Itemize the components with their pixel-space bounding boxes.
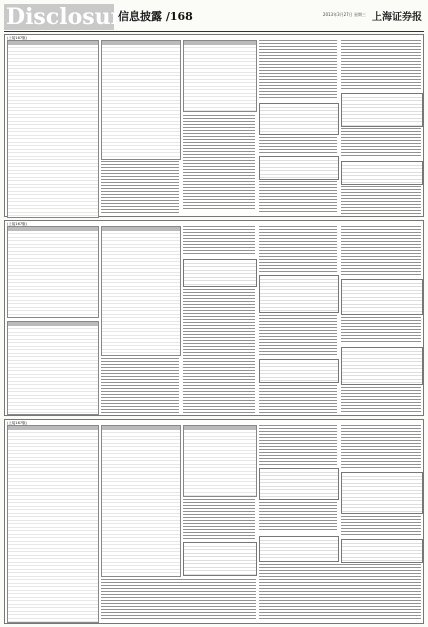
stock-table bbox=[101, 40, 181, 160]
data-table bbox=[341, 347, 423, 385]
band-title: (上接167版) bbox=[7, 36, 27, 40]
newspaper-name: 上海证券报 bbox=[372, 12, 422, 23]
notice-text bbox=[341, 226, 421, 276]
notice-text bbox=[259, 40, 337, 100]
stock-table bbox=[101, 226, 181, 356]
notice-text bbox=[341, 425, 421, 469]
stock-table bbox=[7, 321, 99, 415]
notice-text bbox=[259, 137, 337, 153]
notice-text bbox=[259, 564, 421, 621]
notice-text bbox=[341, 387, 421, 413]
notice-text bbox=[101, 579, 256, 621]
stock-table bbox=[7, 226, 99, 318]
band-title: (上接167版) bbox=[7, 421, 27, 425]
data-table bbox=[341, 472, 423, 514]
data-table bbox=[183, 259, 257, 287]
data-table bbox=[341, 279, 423, 315]
stock-table bbox=[7, 40, 99, 218]
notice-text bbox=[183, 289, 255, 413]
data-table bbox=[259, 468, 339, 500]
issue-date: 2013年3月27日 星期三 bbox=[322, 12, 366, 17]
disclosure-band-1 bbox=[4, 34, 424, 217]
notice-text bbox=[259, 385, 337, 413]
data-table bbox=[183, 542, 257, 576]
disclosure-band-3 bbox=[4, 419, 424, 624]
notice-text bbox=[183, 499, 255, 539]
notice-text bbox=[183, 226, 255, 256]
stock-table bbox=[183, 425, 257, 497]
notice-text bbox=[183, 115, 255, 211]
data-table bbox=[341, 161, 423, 185]
stock-table bbox=[101, 425, 181, 577]
stock-table bbox=[183, 40, 257, 112]
notice-text bbox=[341, 317, 421, 343]
data-table bbox=[259, 103, 339, 135]
data-table bbox=[259, 536, 339, 562]
notice-text bbox=[341, 516, 421, 536]
data-table bbox=[259, 359, 339, 383]
notice-text bbox=[259, 315, 337, 355]
notice-text bbox=[341, 128, 421, 158]
data-table bbox=[341, 93, 423, 127]
notice-text bbox=[101, 358, 179, 413]
data-table bbox=[259, 156, 339, 180]
band-title: (上接167版) bbox=[7, 222, 27, 226]
notice-text bbox=[259, 181, 337, 213]
disclosure-band-2 bbox=[4, 220, 424, 416]
notice-text bbox=[341, 186, 421, 214]
notice-text bbox=[341, 40, 421, 90]
masthead bbox=[4, 2, 424, 30]
disclosure-brand: Disclosure bbox=[6, 4, 137, 30]
data-table bbox=[259, 275, 339, 313]
masthead-rule bbox=[4, 31, 424, 32]
stock-table bbox=[7, 425, 99, 623]
notice-text bbox=[259, 502, 337, 532]
notice-text bbox=[259, 226, 337, 272]
notice-text bbox=[259, 425, 337, 465]
notice-text bbox=[101, 161, 179, 213]
data-table bbox=[341, 539, 423, 563]
section-title: 信息披露 /168 bbox=[118, 10, 193, 23]
